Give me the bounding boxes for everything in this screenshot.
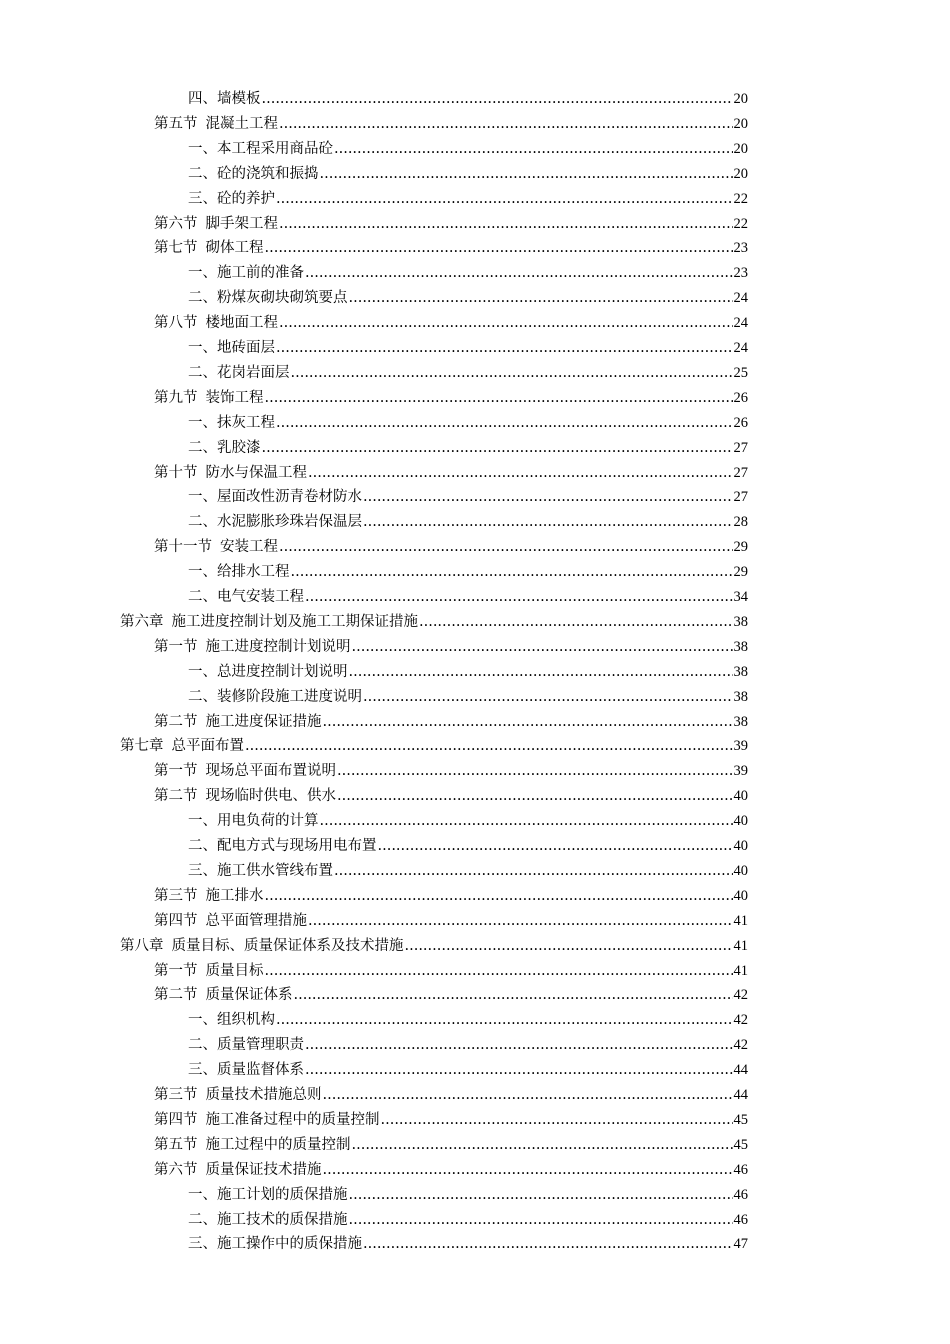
toc-entry-title: 电气安装工程 (217, 589, 304, 605)
toc-entry-title: 乳胶漆 (217, 440, 261, 456)
dot-leader (245, 734, 733, 758)
toc-entry-title: 砌体工程 (205, 240, 264, 256)
toc-entry-page-number: 39 (733, 738, 748, 754)
dot-leader (279, 311, 733, 335)
dot-leader (349, 1183, 733, 1207)
toc-entry-page-number: 26 (733, 390, 748, 406)
toc-entry-page-number: 42 (733, 1037, 748, 1053)
toc-entry-title: 抹灰工程 (217, 415, 275, 431)
toc-entry[interactable] (120, 934, 748, 958)
dot-leader (363, 1232, 733, 1256)
dot-leader (294, 983, 733, 1007)
dot-leader (279, 112, 733, 136)
toc-entry-title: 用电负荷的计算 (217, 813, 319, 829)
toc-entry-page-number: 38 (733, 639, 748, 655)
toc-entry[interactable] (154, 212, 748, 236)
toc-entry-title: 现场临时供电、供水 (205, 788, 336, 804)
toc-entry-number: 三、 (188, 1062, 217, 1078)
toc-entry-page-number: 44 (733, 1062, 748, 1078)
toc-entry-number: 第三节 (154, 1087, 198, 1103)
toc-entry-number: 二、 (188, 166, 217, 182)
dot-leader (352, 635, 733, 659)
dot-leader (320, 809, 733, 833)
toc-entry[interactable] (188, 436, 748, 460)
dot-leader (334, 859, 733, 883)
toc-entry-title: 花岗岩面层 (217, 365, 290, 381)
toc-entry-title: 施工供水管线布置 (217, 863, 333, 879)
toc-entry-number: 第五节 (154, 1137, 198, 1153)
dot-leader (291, 560, 733, 584)
toc-entry-title: 质量保证体系 (205, 987, 293, 1003)
toc-entry-number: 一、 (188, 141, 217, 157)
dot-leader (320, 162, 733, 186)
toc-entry-number: 第二节 (154, 788, 198, 804)
toc-entry-page-number: 38 (733, 664, 748, 680)
toc-entry-number: 二、 (188, 589, 217, 605)
toc-entry-number: 二、 (188, 838, 217, 854)
toc-entry-number: 第一节 (154, 639, 198, 655)
toc-entry[interactable] (154, 710, 748, 734)
dot-leader (349, 286, 733, 310)
toc-entry[interactable] (154, 535, 748, 559)
toc-entry-title: 墙模板 (217, 91, 261, 107)
toc-entry[interactable] (188, 187, 748, 211)
dot-leader (265, 884, 733, 908)
toc-entry[interactable] (188, 1208, 748, 1232)
dot-leader (308, 461, 733, 485)
toc-entry[interactable] (188, 859, 748, 883)
dot-leader (276, 336, 733, 360)
toc-entry-number: 二、 (188, 689, 217, 705)
toc-entry-page-number: 23 (733, 240, 748, 256)
toc-entry[interactable] (154, 1133, 748, 1157)
toc-entry-number: 一、 (188, 265, 217, 281)
toc-entry-page-number: 27 (733, 465, 748, 481)
toc-entry-page-number: 28 (733, 514, 748, 530)
toc-entry-number: 一、 (188, 664, 217, 680)
toc-entry-number: 四、 (188, 91, 217, 107)
toc-entry-title: 施工操作中的质保措施 (217, 1236, 362, 1252)
toc-entry-title: 质量监督体系 (217, 1062, 304, 1078)
dot-leader (265, 236, 733, 260)
toc-entry-number: 二、 (188, 514, 217, 530)
toc-entry[interactable] (188, 510, 748, 534)
toc-entry[interactable] (188, 585, 748, 609)
toc-entry-page-number: 34 (733, 589, 748, 605)
toc-entry-number: 第七节 (154, 240, 198, 256)
toc-entry[interactable] (188, 336, 748, 360)
toc-entry-page-number: 46 (733, 1212, 748, 1228)
toc-entry[interactable] (188, 162, 748, 186)
toc-entry-title: 安装工程 (220, 539, 278, 555)
toc-entry-title: 组织机构 (217, 1012, 275, 1028)
dot-leader (323, 1083, 733, 1107)
toc-entry-title: 防水与保温工程 (205, 465, 307, 481)
toc-entry[interactable] (154, 784, 748, 808)
dot-leader (305, 585, 733, 609)
toc-entry-page-number: 27 (733, 440, 748, 456)
toc-entry-number: 三、 (188, 1236, 217, 1252)
toc-entry[interactable] (154, 1083, 748, 1107)
toc-entry-page-number: 42 (733, 1012, 748, 1028)
toc-entry-number: 第五节 (154, 116, 198, 132)
toc-entry-title: 水泥膨胀珍珠岩保温层 (217, 514, 362, 530)
toc-entry-title: 总平面布置 (171, 738, 244, 754)
toc-entry-page-number: 20 (733, 116, 748, 132)
toc-entry-page-number: 44 (733, 1087, 748, 1103)
toc-entry-page-number: 41 (733, 913, 748, 929)
dot-leader (262, 436, 733, 460)
dot-leader (279, 212, 733, 236)
toc-entry-page-number: 23 (733, 265, 748, 281)
toc-entry[interactable] (188, 1232, 748, 1256)
toc-entry-page-number: 24 (733, 315, 748, 331)
toc-entry-page-number: 38 (733, 614, 748, 630)
dot-leader (305, 1058, 733, 1082)
toc-entry-title: 装修阶段施工进度说明 (217, 689, 362, 705)
toc-entry-page-number: 27 (733, 489, 748, 505)
toc-entry-page-number: 39 (733, 763, 748, 779)
dot-leader (363, 510, 733, 534)
toc-entry-number: 第七章 (120, 738, 164, 754)
toc-entry-page-number: 24 (733, 340, 748, 356)
toc-entry-number: 第六章 (120, 614, 164, 630)
toc-entry-page-number: 40 (733, 788, 748, 804)
toc-entry-title: 屋面改性沥青卷材防水 (217, 489, 362, 505)
toc-entry-title: 质量保证技术措施 (205, 1162, 322, 1178)
toc-entry-title: 质量管理职责 (217, 1037, 304, 1053)
toc-entry-title: 配电方式与现场用电布置 (217, 838, 377, 854)
toc-entry[interactable] (188, 685, 748, 709)
dot-leader (352, 1133, 733, 1157)
toc-entry-title: 混凝土工程 (205, 116, 278, 132)
toc-entry-page-number: 20 (733, 141, 748, 157)
toc-entry-title: 施工过程中的质量控制 (205, 1137, 351, 1153)
toc-entry[interactable] (120, 610, 748, 634)
toc-entry[interactable] (188, 361, 748, 385)
dot-leader (337, 759, 733, 783)
toc-entry[interactable] (154, 311, 748, 335)
toc-entry-number: 二、 (188, 1212, 217, 1228)
toc-entry-number: 一、 (188, 564, 217, 580)
toc-entry[interactable] (188, 411, 748, 435)
dot-leader (305, 261, 733, 285)
toc-entry[interactable] (188, 261, 748, 285)
toc-entry-number: 第四节 (154, 913, 198, 929)
toc-entry-title: 施工准备过程中的质量控制 (205, 1112, 380, 1128)
toc-entry-title: 总平面管理措施 (205, 913, 307, 929)
dot-leader (265, 959, 733, 983)
toc-entry[interactable] (188, 560, 748, 584)
toc-entry-page-number: 41 (733, 963, 748, 979)
toc-entry-number: 第一节 (154, 963, 198, 979)
toc-entry[interactable] (154, 909, 748, 933)
toc-entry[interactable] (154, 983, 748, 1007)
dot-leader (363, 485, 733, 509)
toc-entry[interactable] (188, 660, 748, 684)
toc-entry-number: 第二节 (154, 987, 198, 1003)
toc-entry[interactable] (188, 1008, 748, 1032)
toc-entry-title: 施工前的准备 (217, 265, 304, 281)
toc-entry-page-number: 41 (733, 938, 748, 954)
toc-entry-number: 第八节 (154, 315, 198, 331)
toc-entry-title: 现场总平面布置说明 (205, 763, 336, 779)
toc-entry[interactable] (154, 386, 748, 410)
toc-entry[interactable] (154, 112, 748, 136)
dot-leader (363, 685, 733, 709)
dot-leader (308, 909, 733, 933)
toc-entry-number: 第十节 (154, 465, 198, 481)
toc-entry[interactable] (154, 759, 748, 783)
toc-entry-title: 施工计划的质保措施 (217, 1187, 348, 1203)
toc-entry-title: 砼的浇筑和振捣 (217, 166, 319, 182)
dot-leader (276, 187, 733, 211)
toc-entry-page-number: 20 (733, 91, 748, 107)
toc-entry-page-number: 42 (733, 987, 748, 1003)
toc-entry-page-number: 40 (733, 888, 748, 904)
toc-entry-page-number: 40 (733, 863, 748, 879)
toc-entry[interactable] (188, 1058, 748, 1082)
toc-entry-page-number: 22 (733, 191, 748, 207)
toc-entry-title: 粉煤灰砌块砌筑要点 (217, 290, 348, 306)
toc-entry-page-number: 24 (733, 290, 748, 306)
toc-entry[interactable] (154, 884, 748, 908)
toc-entry-page-number: 26 (733, 415, 748, 431)
toc-entry-title: 施工技术的质保措施 (217, 1212, 348, 1228)
dot-leader (323, 710, 733, 734)
toc-entry-title: 施工进度保证措施 (205, 714, 322, 730)
toc-entry-number: 二、 (188, 440, 217, 456)
toc-entry-title: 施工进度控制计划及施工工期保证措施 (171, 614, 418, 630)
dot-leader (279, 535, 733, 559)
toc-entry-number: 二、 (188, 365, 217, 381)
toc-entry-title: 装饰工程 (205, 390, 264, 406)
dot-leader (265, 386, 733, 410)
toc-entry-number: 第十一节 (154, 539, 212, 555)
toc-entry[interactable] (188, 1183, 748, 1207)
toc-entry-page-number: 25 (733, 365, 748, 381)
toc-entry[interactable] (120, 734, 748, 758)
dot-leader (276, 1008, 733, 1032)
toc-entry-title: 地砖面层 (217, 340, 275, 356)
toc-entry-number: 第四节 (154, 1112, 198, 1128)
dot-leader (291, 361, 733, 385)
toc-entry-page-number: 38 (733, 689, 748, 705)
dot-leader (337, 784, 733, 808)
toc-entry-title: 总进度控制计划说明 (217, 664, 348, 680)
dot-leader (405, 934, 733, 958)
toc-entry-number: 第六节 (154, 1162, 198, 1178)
dot-leader (419, 610, 733, 634)
toc-entry[interactable] (188, 809, 748, 833)
toc-entry[interactable] (188, 834, 748, 858)
toc-entry[interactable] (188, 286, 748, 310)
toc-entry-page-number: 45 (733, 1137, 748, 1153)
toc-entry-number: 第九节 (154, 390, 198, 406)
toc-entry[interactable] (188, 87, 748, 111)
toc-entry-title: 质量目标 (205, 963, 264, 979)
dot-leader (276, 411, 733, 435)
dot-leader (305, 1033, 733, 1057)
toc-entry-page-number: 46 (733, 1162, 748, 1178)
toc-entry-page-number: 20 (733, 166, 748, 182)
toc-entry-page-number: 47 (733, 1236, 748, 1252)
toc-entry-title: 本工程采用商品砼 (217, 141, 333, 157)
toc-entry-page-number: 22 (733, 216, 748, 232)
toc-entry[interactable] (154, 959, 748, 983)
toc-entry-page-number: 40 (733, 813, 748, 829)
dot-leader (349, 1208, 733, 1232)
toc-entry-number: 一、 (188, 415, 217, 431)
toc-entry-title: 质量技术措施总则 (205, 1087, 322, 1103)
toc-entry-title: 质量目标、质量保证体系及技术措施 (171, 938, 404, 954)
toc-entry-title: 施工进度控制计划说明 (205, 639, 351, 655)
toc-entry-number: 三、 (188, 191, 217, 207)
toc-entry[interactable] (154, 1108, 748, 1132)
toc-entry[interactable] (188, 137, 748, 161)
toc-entry[interactable] (154, 461, 748, 485)
toc-entry-page-number: 38 (733, 714, 748, 730)
toc-entry[interactable] (154, 1158, 748, 1182)
toc-entry-number: 第六节 (154, 216, 198, 232)
toc-entry-number: 第一节 (154, 763, 198, 779)
toc-entry-number: 二、 (188, 1037, 217, 1053)
toc-entry-number: 二、 (188, 290, 217, 306)
toc-entry-number: 一、 (188, 1012, 217, 1028)
dot-leader (323, 1158, 733, 1182)
toc-entry-title: 给排水工程 (217, 564, 290, 580)
toc-entry-title: 脚手架工程 (205, 216, 278, 232)
dot-leader (349, 660, 733, 684)
toc-entry-page-number: 46 (733, 1187, 748, 1203)
toc-entry-page-number: 29 (733, 564, 748, 580)
toc-entry-number: 一、 (188, 813, 217, 829)
toc-entry-page-number: 40 (733, 838, 748, 854)
toc-entry-number: 一、 (188, 1187, 217, 1203)
toc-entry[interactable] (188, 1033, 748, 1057)
toc-entry[interactable] (154, 236, 748, 260)
dot-leader (381, 1108, 733, 1132)
toc-entry-page-number: 29 (733, 539, 748, 555)
toc-entry-title: 楼地面工程 (205, 315, 278, 331)
toc-entry-number: 三、 (188, 863, 217, 879)
dot-leader (334, 137, 733, 161)
dot-leader (262, 87, 733, 111)
toc-entry-number: 第八章 (120, 938, 164, 954)
toc-entry[interactable] (154, 635, 748, 659)
toc-entry-title: 砼的养护 (217, 191, 275, 207)
toc-entry-number: 第三节 (154, 888, 198, 904)
toc-entry-title: 施工排水 (205, 888, 264, 904)
toc-entry[interactable] (188, 485, 748, 509)
dot-leader (378, 834, 733, 858)
toc-entry-page-number: 45 (733, 1112, 748, 1128)
toc-entry-number: 第二节 (154, 714, 198, 730)
toc-entry-number: 一、 (188, 340, 217, 356)
toc-entry-number: 一、 (188, 489, 217, 505)
